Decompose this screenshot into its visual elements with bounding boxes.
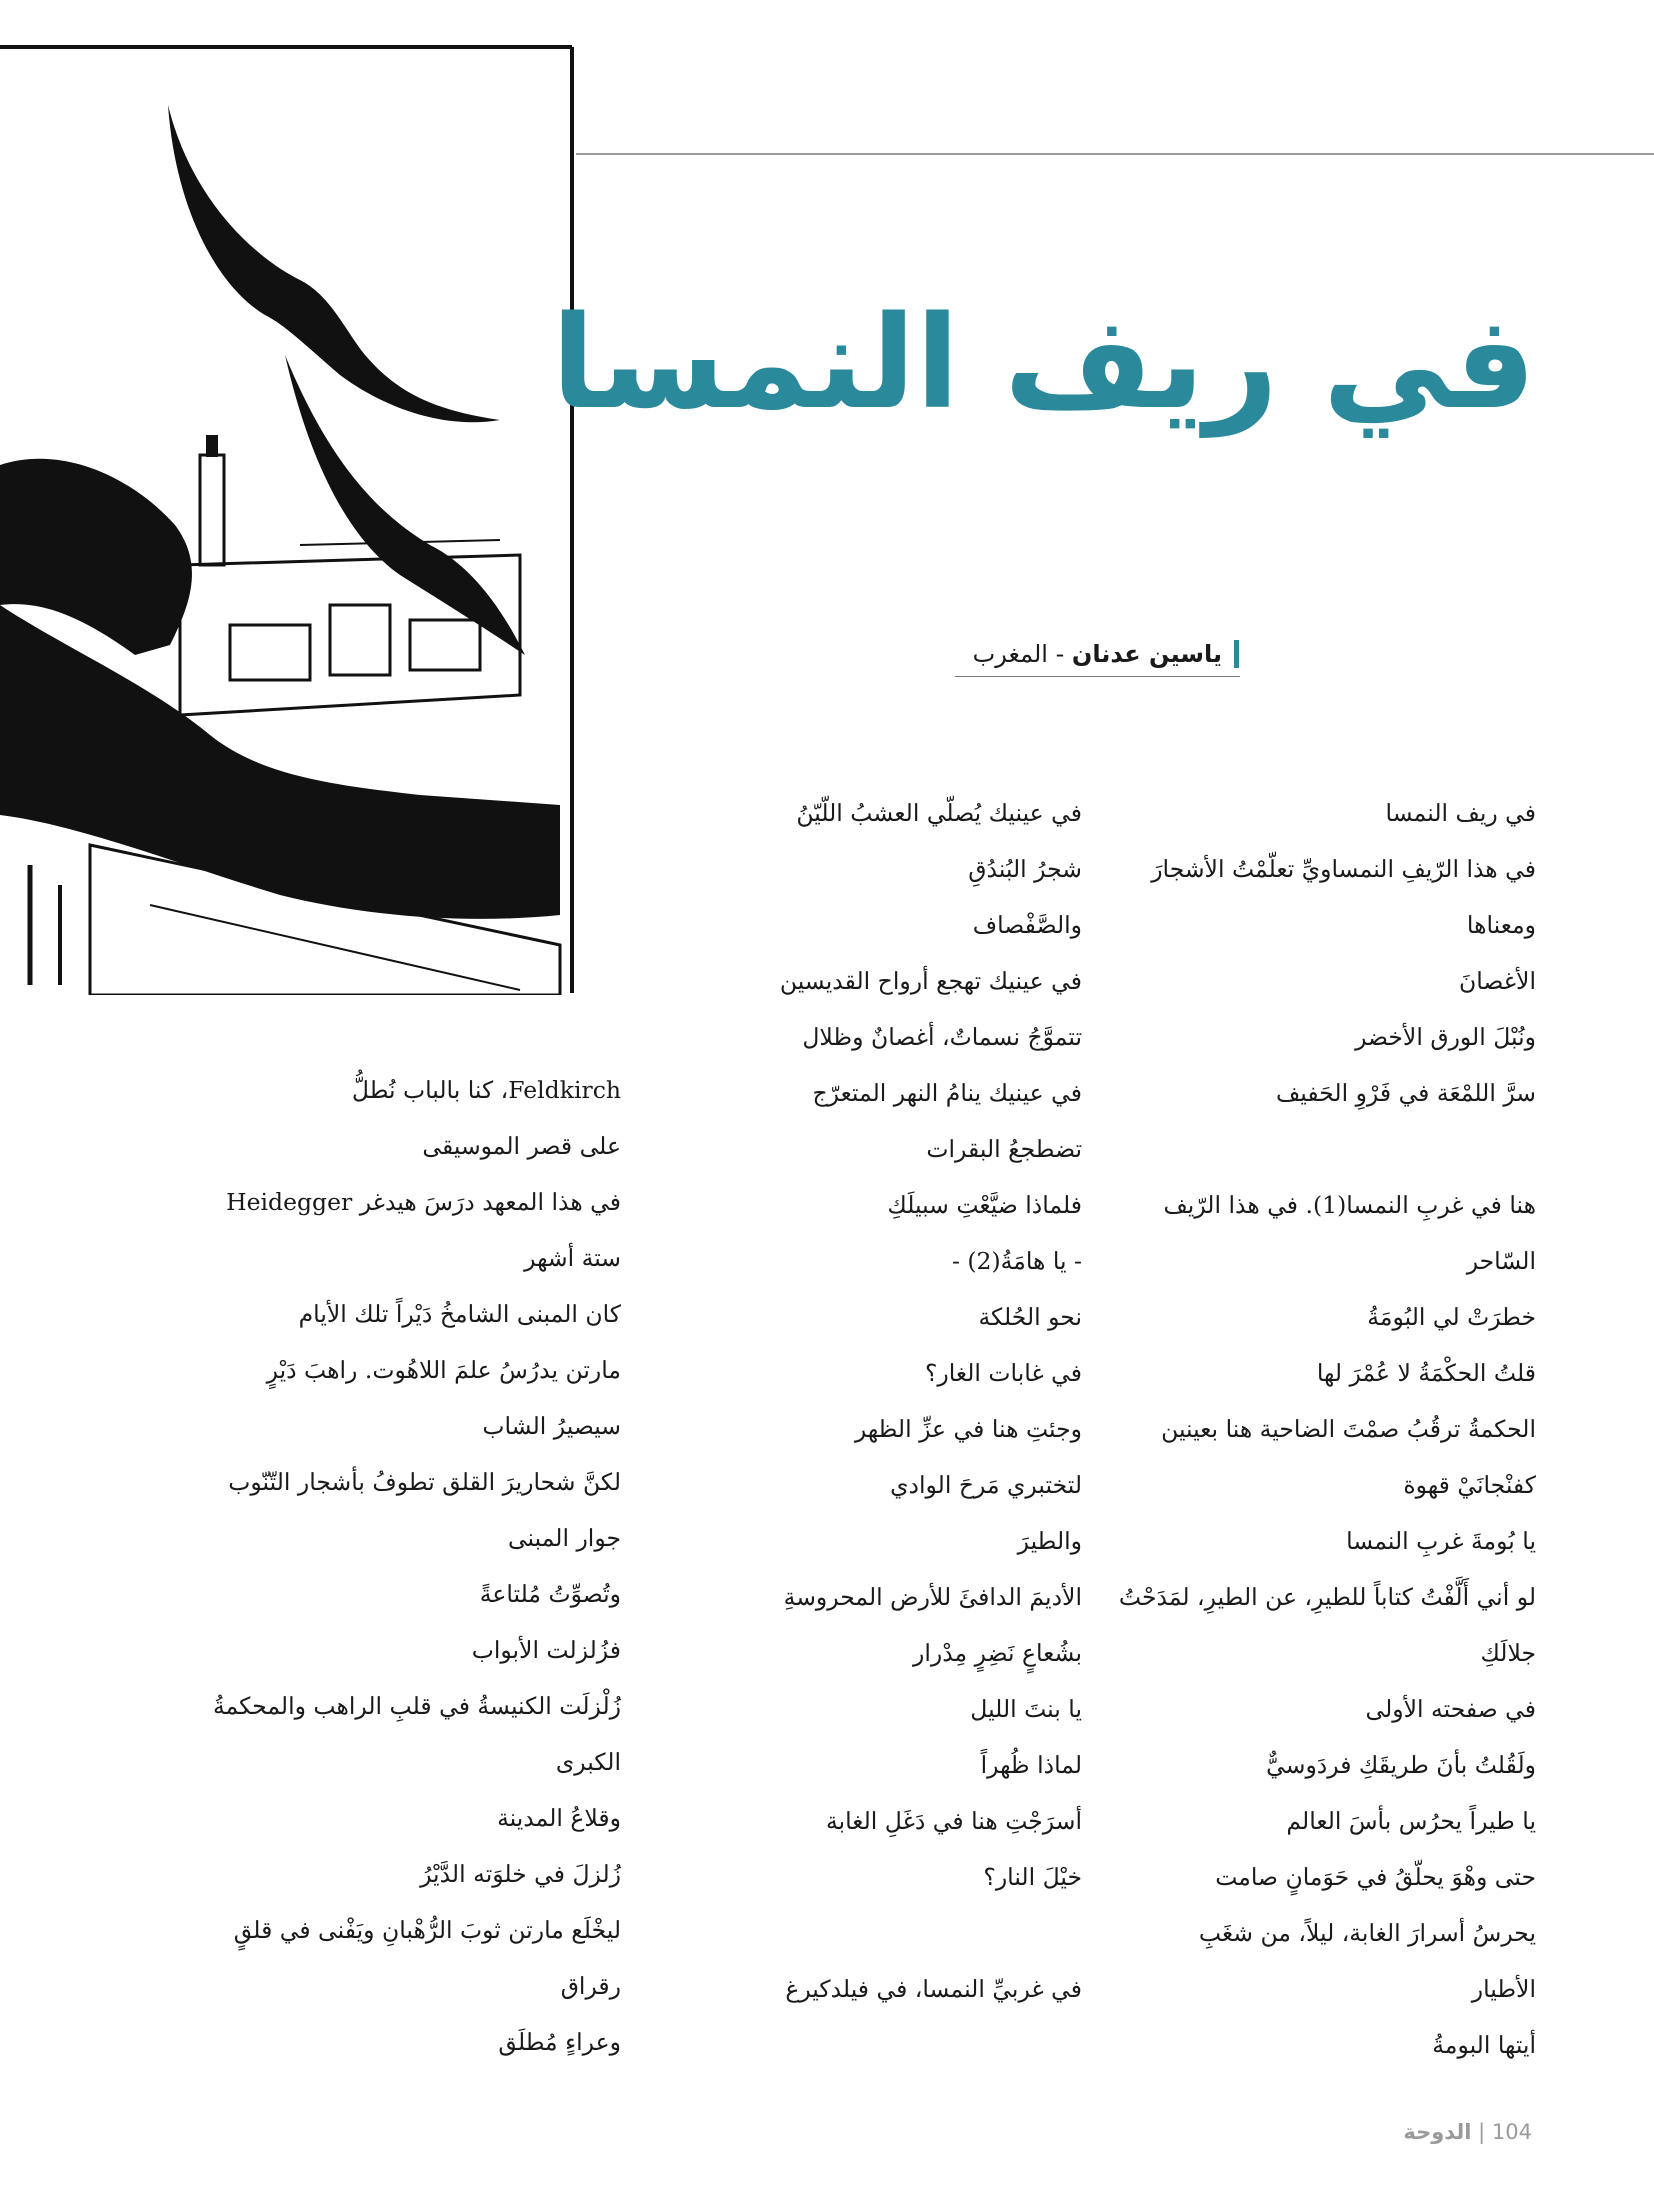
- poem-line: أيتها البومةُ: [1432, 2031, 1536, 2059]
- poem-line: في ريف النمسا: [1385, 799, 1536, 827]
- poem-line: يحرسُ أسرارَ الغابة، ليلاً، من شغَبِ: [1198, 1919, 1536, 1947]
- poem-line: جوار المبنى: [507, 1524, 621, 1552]
- magazine-name: الدوحة: [1403, 2120, 1472, 2144]
- poem-line: مارتن يدرُسُ علمَ اللاهُوت. راهبَ دَيْرٍ: [266, 1356, 621, 1384]
- poem-line: زُلزلَ في خلوَته الدَّيْرُ: [420, 1860, 621, 1888]
- poem-line: وعراءٍ مُطلَق: [498, 2028, 621, 2056]
- poem-line: في صفحته الأولى: [1365, 1695, 1536, 1723]
- poem-line: في هذا الرّيفِ النمساويِّ تعلّمْتُ الأشجارَ: [1151, 855, 1536, 883]
- illustration-image: [0, 45, 576, 995]
- poem-line: في عينيك ينامُ النهر المتعرّج: [812, 1079, 1082, 1107]
- poem-line: الحكمةُ ترقُبُ صمْتَ الضاحية هنا بعينين: [1161, 1415, 1536, 1443]
- poem-line: سيصيرُ الشاب: [482, 1412, 621, 1440]
- poem-line: على قصر الموسيقى: [422, 1132, 621, 1160]
- poem-line: يا طيراً يحرُس بأسَ العالم: [1286, 1807, 1536, 1835]
- poem-line: قلتُ الحكْمَةُ لا عُمْرَ لها: [1316, 1359, 1536, 1387]
- byline-author: ياسين عدنان: [1071, 640, 1222, 668]
- poem-column-left: [201, 1062, 621, 2070]
- poem-line: لتختبري مَرحَ الوادي: [890, 1471, 1082, 1499]
- poem-line: والصَّفْصاف: [972, 911, 1082, 939]
- poem-line: بشُعاعٍ نَضِرٍ مِدْرار: [913, 1639, 1082, 1667]
- poem-line: الأديمَ الدافئَ للأرض المحروسةِ: [783, 1583, 1082, 1611]
- poem-line: ستة أشهر: [524, 1244, 621, 1272]
- poem-line: ومعناها: [1466, 911, 1536, 939]
- poem-line: سرَّ اللمْعَة في فَرْوِ الحَفيف: [1275, 1079, 1536, 1107]
- stanza-gap: [1096, 1121, 1536, 1177]
- header-rule: [576, 153, 1654, 155]
- poem-line: وقلاعُ المدينة: [497, 1804, 621, 1832]
- poem-line: Feldkirch، كنا بالباب نُطلُّ: [351, 1076, 621, 1104]
- poem-line: فلماذا ضيَّعْتِ سبيلَكِ: [887, 1191, 1082, 1219]
- page-number: 104: [1491, 2120, 1532, 2144]
- poem-line: - يا هامَةُ(2) -: [951, 1247, 1082, 1275]
- poem-line: أسرَجْتِ هنا في دَغَلِ الغابة: [825, 1807, 1082, 1835]
- poem-line: والطيرَ: [1017, 1527, 1082, 1555]
- poem-line: في عينيك تهجع أرواح القديسين: [779, 967, 1082, 995]
- poem-line: وتُصوِّتُ مُلتاعةً: [479, 1580, 621, 1608]
- poem-line: فزُلزلت الأبواب: [471, 1636, 621, 1664]
- byline-rule: [955, 676, 1240, 677]
- poem-line: يا بنتَ الليل: [970, 1695, 1082, 1723]
- poem-column-middle: [662, 785, 1082, 2017]
- stanza-gap: [662, 1905, 1082, 1961]
- poem-line: الأطيار: [1471, 1975, 1536, 2003]
- poem-line: الكبرى: [555, 1748, 621, 1776]
- poem-line: في غابات الغار؟: [924, 1359, 1082, 1387]
- poem-column-right: [1096, 785, 1536, 2073]
- poem-line: لو أني أَلَّفْتُ كتاباً للطيرِ، عن الطيرِ، لمَدَحْتُ: [1118, 1583, 1536, 1611]
- poem-line: هنا في غربِ النمسا(1). في هذا الرّيف: [1163, 1191, 1536, 1219]
- poem-line: في غربيِّ النمسا، في فيلدكيرغ: [785, 1975, 1082, 2003]
- poem-line: خيْلَ النار؟: [983, 1863, 1082, 1891]
- byline-separator: -: [1047, 640, 1072, 668]
- poem-line: ونُبْلَ الورق الأخضر: [1355, 1023, 1536, 1051]
- poem-line: السّاحر: [1466, 1247, 1536, 1275]
- poem-line: كفنْجانَيْ قهوة: [1403, 1471, 1536, 1499]
- poem-line: يا بُومةَ غربِ النمسا: [1346, 1527, 1536, 1555]
- poem-line: حتى وهْوَ يحلّقُ في حَوَمانٍ صامت: [1215, 1863, 1536, 1891]
- poem-line: ولَقُلتُ بأنَ طريقَكِ فردَوسيٌّ: [1266, 1751, 1536, 1779]
- poem-line: كان المبنى الشامخُ دَيْراً تلك الأيام: [298, 1300, 621, 1328]
- poem-line: وجئتِ هنا في عزِّ الظهر: [854, 1415, 1082, 1443]
- poem-line: الأغصانَ: [1458, 967, 1536, 995]
- poem-line: لكنَّ شحاريرَ القلق تطوفُ بأشجار التّنّوب: [228, 1468, 621, 1496]
- article-title: في ريف النمسا: [551, 289, 1536, 438]
- poem-line: جلالَكِ: [1480, 1639, 1536, 1667]
- poem-line: تتموَّجُ نسماتٌ، أغصانٌ وظلال: [802, 1023, 1082, 1051]
- poem-line: لماذا ظُهراً: [980, 1751, 1082, 1779]
- poem-line: زُلْزلَت الكنيسةُ في قلبِ الراهب والمحكمةُ: [213, 1692, 621, 1720]
- page-footer: 104 | الدوحة: [1403, 2120, 1532, 2144]
- poem-line: شجرُ البُندُقِ: [968, 855, 1082, 883]
- poem-line: رقراق: [560, 1972, 621, 2000]
- poem-line: تضطجعُ البقرات: [926, 1135, 1082, 1163]
- poem-line: ليخْلَع مارتن ثوبَ الرُّهْبانِ ويَفْنى في قلقٍ: [233, 1916, 621, 1944]
- byline-country: المغرب: [972, 640, 1048, 668]
- poem-line: في هذا المعهد درَسَ هيدغر Heidegger: [226, 1188, 621, 1216]
- byline: [973, 640, 1239, 668]
- poem-line: خطرَتْ لي البُومَةُ: [1367, 1303, 1536, 1331]
- poem-line: في عينيك يُصلّي العشبُ اللّيّنُ: [796, 799, 1082, 827]
- poem-line: نحو الحُلكة: [978, 1303, 1082, 1331]
